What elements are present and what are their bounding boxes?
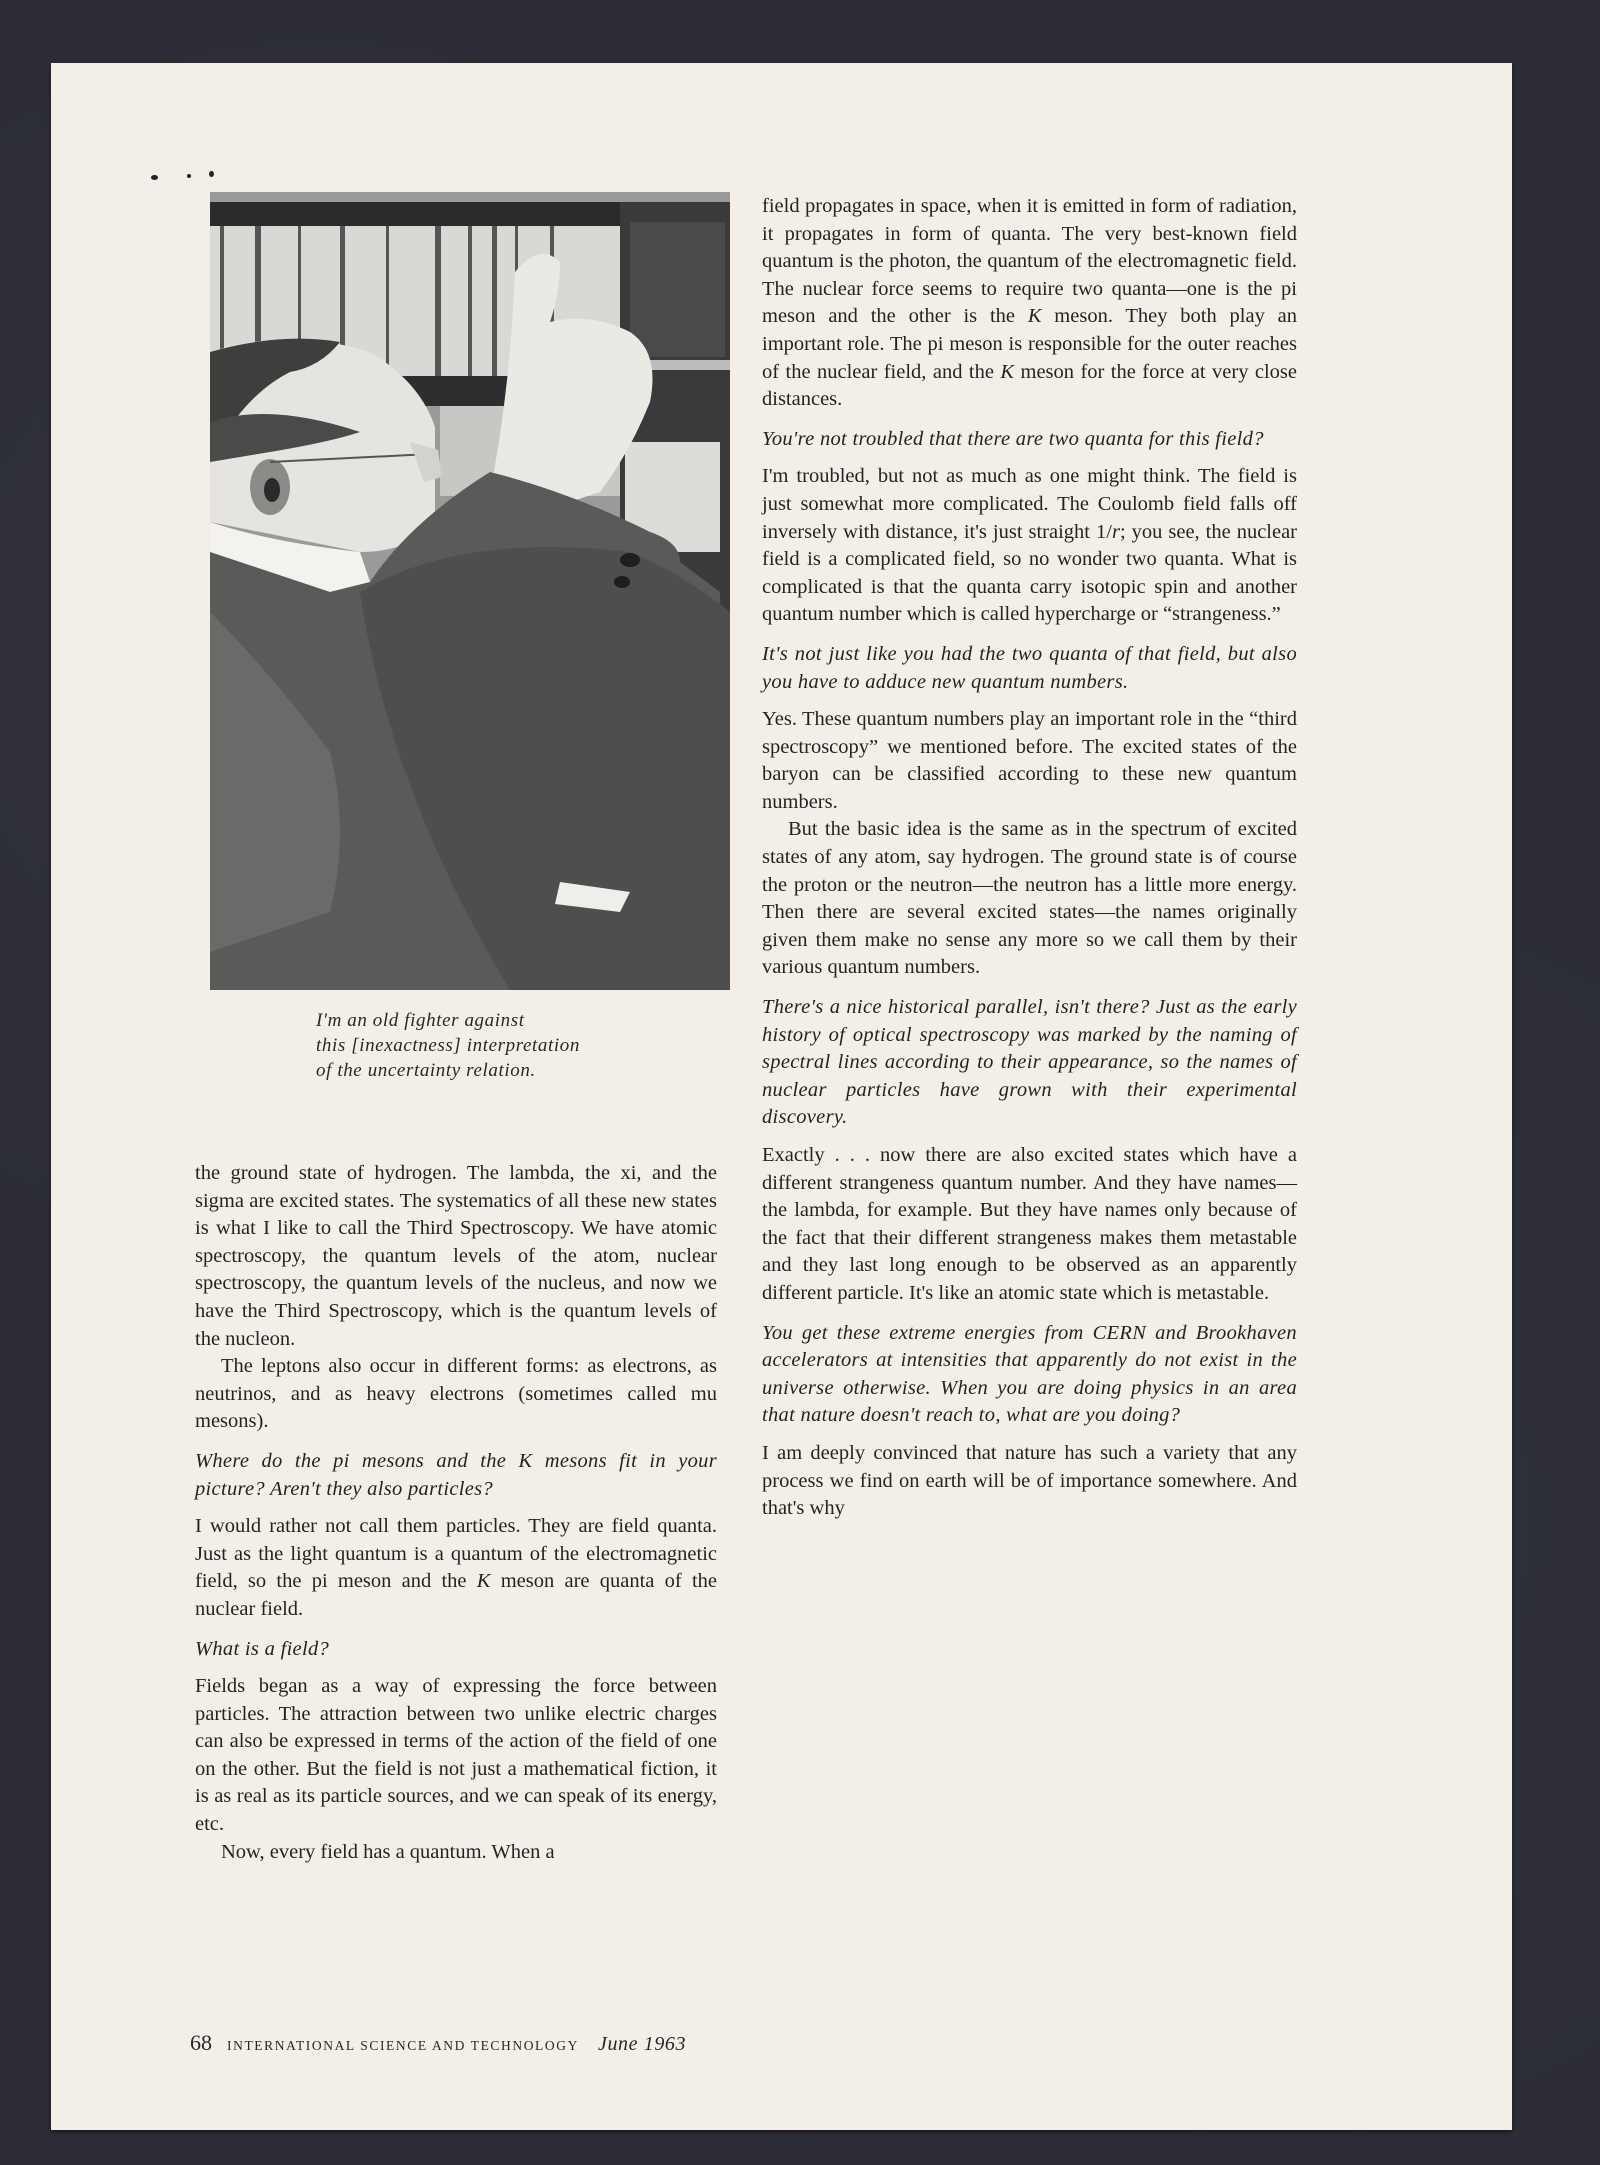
- answer-text: ; you see, the nuclear field is a complicated field, so no wonder two quanta. What is complicated is that the quanta carry isotopic spin and another quantum number which is called hypercharge or “strangeness.”: [762, 520, 1298, 626]
- interview-answer: Fields began as a way of expressing the force between particles. The attraction between two unlike electric charges can also be expressed in terms of the action of the field of one on the other. But the field is not just a mathematical fiction, it is as real as its particle sources, and we can speak of its energy, etc.: [195, 1675, 717, 1836]
- photo-illustration: [210, 192, 730, 990]
- caption-line: I'm an old fighter against: [316, 1010, 525, 1031]
- left-column: [195, 1160, 717, 1866]
- k-symbol: K: [1000, 360, 1015, 383]
- paragraph-text: field propagates in space, when it is emitted in form of radiation, it propagates in form of quanta. The very best-known field quantum is the photon, the quantum of the electromagnetic field. The nuclear force seems to require two quanta—one is the pi meson and the other is the: [762, 195, 1297, 328]
- magazine-name: INTERNATIONAL SCIENCE AND TECHNOLOGY: [227, 2038, 579, 2053]
- interview-answer: Exactly . . . now there are also excited states which have a different strangeness quantum number. And they have names—the lambda, for example. But they have names only because of the fact that their different strangeness makes them metastable and they last long enough to be observed as an apparently different particle. It's like an atomic state which is metastable.: [762, 1144, 1297, 1304]
- interview-answer: I am deeply convinced that nature has such a variety that any process we find on earth will be of importance somewhere. And that's why: [762, 1441, 1297, 1520]
- body-paragraph: [762, 193, 1297, 414]
- interview-question: Where do the pi mesons and the K mesons fit in your picture? Aren't they also particles?: [195, 1449, 717, 1500]
- interview-question: It's not just like you had the two quanta of that field, but also you have to adduce new quantum numbers.: [762, 642, 1297, 693]
- body-paragraph: the ground state of hydrogen. The lambda, the xi, and the sigma are excited states. The systematics of all these new states is what I like to call the Third Spectroscopy. We have atomic spectroscopy, the quantum levels of the atom, nuclear spectroscopy, the quantum levels of the nucleus, and now we have the Third Spectroscopy, which is the quantum levels of the nucleon.: [195, 1162, 717, 1350]
- k-symbol: K: [476, 1570, 491, 1593]
- interview-answer: [762, 463, 1297, 629]
- body-paragraph: But the basic idea is the same as in the spectrum of excited states of any atom, say hydrogen. The ground state is of course the proton or the neutron—the neutron has a little more energy. Then there are several excited states—the names originally given them make no sense any more so we call them by their various quantum numbers.: [762, 818, 1297, 979]
- issue-date: June 1963: [597, 2033, 687, 2055]
- interview-answer: Yes. These quantum numbers play an important role in the “third spectroscopy” we mentioned before. The excited states of the baryon can be classified according to these new quantum numbers.: [762, 708, 1297, 813]
- ink-specks: [151, 171, 251, 191]
- r-symbol: r: [1111, 520, 1120, 543]
- body-paragraph: The leptons also occur in different forms: as electrons, as neutrinos, and as heavy electrons (sometimes called mu mesons).: [195, 1355, 717, 1433]
- answer-text: I'm troubled, but not as much as one might think. The field is just somewhat more complicated. The Coulomb field falls off inversely with distance, it's just straight 1/: [762, 465, 1297, 543]
- interview-question: You get these extreme energies from CERN and Brookhaven accelerators at intensities that apparently do not exist in the universe otherwise. When you are doing physics in an area that nature doesn't reach to, what are you doing?: [762, 1321, 1297, 1427]
- answer-text: meson are quanta of the nuclear field.: [195, 1570, 717, 1620]
- interview-question: What is a field?: [195, 1637, 330, 1660]
- answer-text: I would rather not call them particles. They are field quanta. Just as the light quantum is a quantum of the electromagnetic field, so the pi meson and the: [195, 1515, 717, 1593]
- k-symbol: K: [1027, 305, 1042, 328]
- right-column: [762, 193, 1297, 1523]
- caption-line: of the uncertainty relation.: [316, 1060, 536, 1081]
- paragraph-text: meson for the force at very close distances.: [762, 360, 1297, 411]
- photo-caption: [316, 1008, 716, 1083]
- paragraph-text: meson. They both play an important role. The pi meson is responsible for the outer reaches of the nuclear field, and the: [762, 305, 1297, 383]
- interview-question: There's a nice historical parallel, isn't there? Just as the early history of optical spectroscopy was marked by the naming of spectral lines according to their appearance, so the names of nuclear particles have grown with their experimental discovery.: [762, 996, 1297, 1129]
- interview-answer: [195, 1513, 717, 1623]
- caption-line: this [inexactness] interpretation: [316, 1035, 580, 1056]
- portrait-photo: [210, 192, 730, 990]
- page-number: 68: [190, 2030, 212, 2055]
- interview-question: You're not troubled that there are two quanta for this field?: [762, 427, 1264, 450]
- page-footer: [190, 2030, 686, 2056]
- body-paragraph: Now, every field has a quantum. When a: [221, 1840, 555, 1863]
